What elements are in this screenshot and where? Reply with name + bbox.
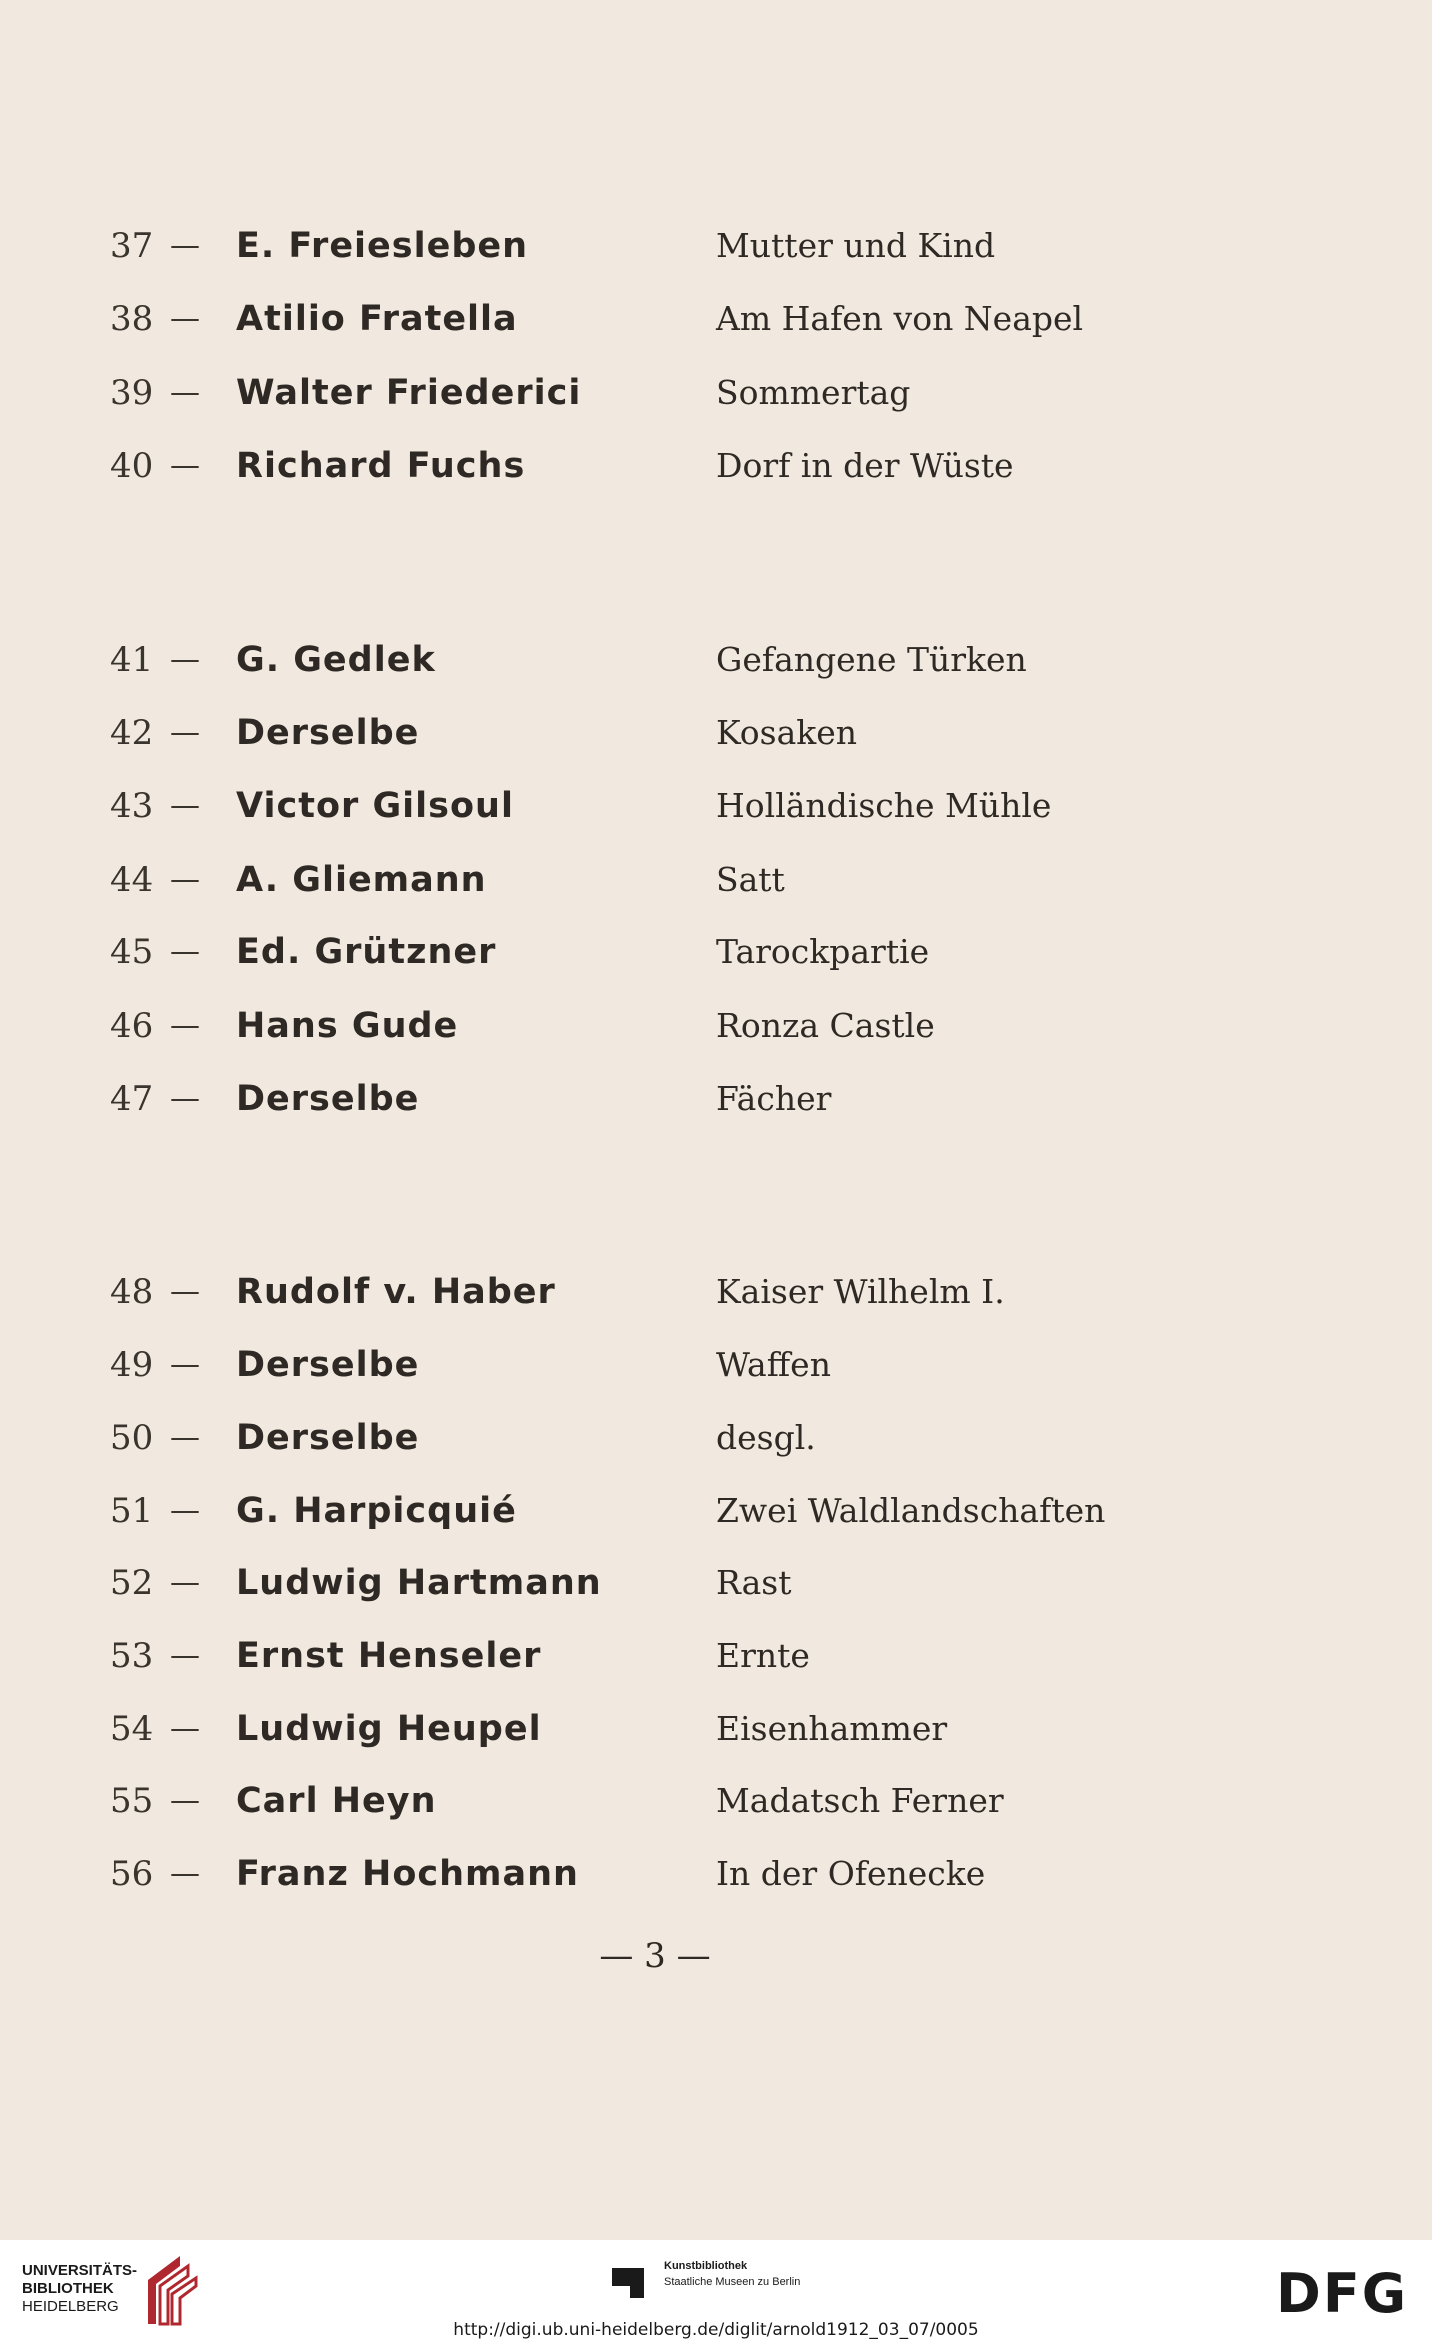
list-item: [0, 289, 1432, 349]
entry-title: desgl.: [716, 1418, 816, 1457]
list-item: [0, 1626, 1432, 1686]
entry-number: 41: [110, 640, 154, 680]
entry-artist: Victor Gilsoul: [236, 786, 514, 826]
entry-number: 50: [110, 1418, 154, 1458]
entry-number: 54: [110, 1709, 154, 1749]
list-item: [0, 1844, 1432, 1904]
entry-dash: —: [170, 1783, 200, 1818]
entry-artist: Rudolf v. Haber: [236, 1272, 556, 1312]
entry-artist: Atilio Fratella: [236, 299, 518, 339]
entry-title: Rast: [716, 1563, 792, 1602]
list-item: [0, 363, 1432, 423]
entry-number: 52: [110, 1563, 154, 1603]
list-item: [0, 1771, 1432, 1831]
entry-artist: E. Freiesleben: [236, 226, 529, 266]
entry-number: 42: [110, 713, 154, 753]
list-item: [0, 1335, 1432, 1395]
entry-dash: —: [170, 1347, 200, 1382]
footer-bar: [0, 2240, 1432, 2345]
list-item: [0, 1699, 1432, 1759]
entry-dash: —: [170, 1856, 200, 1891]
entry-title: Tarockpartie: [716, 932, 930, 971]
entry-artist: Hans Gude: [236, 1006, 459, 1046]
entry-artist: Derselbe: [236, 713, 420, 753]
list-item: [0, 922, 1432, 982]
entry-artist: G. Gedlek: [236, 640, 436, 680]
university-emblem-icon: [140, 2250, 200, 2330]
dfg-logo[interactable]: DFG: [1276, 2262, 1409, 2325]
entry-artist: Walter Friederici: [236, 373, 582, 413]
source-url-link[interactable]: http://digi.ub.uni-heidelberg.de/diglit/arnold1912_03_07/0005: [453, 2320, 979, 2340]
list-item: [0, 776, 1432, 836]
entry-dash: —: [170, 715, 200, 750]
entry-title: Waffen: [716, 1345, 831, 1384]
kb-logo-line2: Staatliche Museen zu Berlin: [664, 2276, 801, 2288]
entry-dash: —: [170, 1493, 200, 1528]
entry-dash: —: [170, 375, 200, 410]
entry-number: 45: [110, 932, 154, 972]
entry-number: 46: [110, 1006, 154, 1046]
entry-number: 53: [110, 1636, 154, 1676]
entry-title: Ernte: [716, 1636, 810, 1675]
entry-dash: —: [170, 1274, 200, 1309]
entry-dash: —: [170, 1420, 200, 1455]
list-item: [0, 1069, 1432, 1129]
entry-artist: G. Harpicquié: [236, 1491, 517, 1531]
uni-logo-line2: BIBLIOTHEK: [22, 2280, 114, 2297]
entry-dash: —: [170, 1565, 200, 1600]
list-item: [0, 1408, 1432, 1468]
list-item: [0, 703, 1432, 763]
entry-number: 49: [110, 1345, 154, 1385]
entry-dash: —: [170, 228, 200, 263]
entry-dash: —: [170, 642, 200, 677]
entry-dash: —: [170, 448, 200, 483]
list-item: [0, 996, 1432, 1056]
entry-number: 56: [110, 1854, 154, 1894]
entry-title: Gefangene Türken: [716, 640, 1027, 679]
entry-title: Am Hafen von Neapel: [716, 299, 1084, 338]
entry-dash: —: [170, 1638, 200, 1673]
entry-title: Fächer: [716, 1079, 832, 1118]
entry-title: Ronza Castle: [716, 1006, 935, 1045]
entry-artist: Derselbe: [236, 1345, 420, 1385]
list-item: [0, 850, 1432, 910]
list-item: [0, 1481, 1432, 1541]
entry-title: Satt: [716, 860, 785, 899]
entry-number: 44: [110, 860, 154, 900]
list-item: [0, 630, 1432, 690]
entry-dash: —: [170, 862, 200, 897]
entry-number: 38: [110, 299, 154, 339]
entry-dash: —: [170, 1081, 200, 1116]
entry-artist: Carl Heyn: [236, 1781, 437, 1821]
entry-title: Mutter und Kind: [716, 226, 996, 265]
entry-number: 40: [110, 446, 154, 486]
list-item: [0, 436, 1432, 496]
entry-number: 39: [110, 373, 154, 413]
entry-title: Dorf in der Wüste: [716, 446, 1014, 485]
entry-title: In der Ofenecke: [716, 1854, 986, 1893]
uni-logo-line1: UNIVERSITÄTS-: [22, 2262, 138, 2279]
entry-dash: —: [170, 1008, 200, 1043]
entry-dash: —: [170, 788, 200, 823]
page-number: — 3 —: [599, 1936, 711, 1976]
entry-title: Kaiser Wilhelm I.: [716, 1272, 1005, 1311]
entry-dash: —: [170, 301, 200, 336]
entry-title: Holländische Mühle: [716, 786, 1052, 825]
entry-dash: —: [170, 1711, 200, 1746]
entry-title: Eisenhammer: [716, 1709, 948, 1748]
entry-title: Kosaken: [716, 713, 858, 752]
list-item: [0, 1553, 1432, 1613]
entry-number: 51: [110, 1491, 154, 1531]
entry-dash: —: [170, 934, 200, 969]
entry-artist: Ernst Henseler: [236, 1636, 542, 1676]
list-item: [0, 216, 1432, 276]
entry-number: 48: [110, 1272, 154, 1312]
entry-artist: Ed. Grützner: [236, 932, 497, 972]
entry-artist: Derselbe: [236, 1079, 420, 1119]
kunstbibliothek-emblem-icon: [612, 2260, 654, 2302]
entry-number: 37: [110, 226, 154, 266]
entry-artist: Richard Fuchs: [236, 446, 526, 486]
entry-number: 55: [110, 1781, 154, 1821]
entry-artist: A. Gliemann: [236, 860, 487, 900]
entry-title: Sommertag: [716, 373, 911, 412]
entry-artist: Ludwig Heupel: [236, 1709, 542, 1749]
entry-artist: Derselbe: [236, 1418, 420, 1458]
entry-artist: Ludwig Hartmann: [236, 1563, 602, 1603]
university-library-logo[interactable]: [22, 2262, 137, 2316]
entry-artist: Franz Hochmann: [236, 1854, 579, 1894]
list-item: [0, 1262, 1432, 1322]
entry-number: 47: [110, 1079, 154, 1119]
entry-title: Zwei Waldlandschaften: [716, 1491, 1106, 1530]
uni-logo-line3: HEIDELBERG: [22, 2298, 119, 2315]
entry-number: 43: [110, 786, 154, 826]
kb-logo-line1: Kunstbibliothek: [664, 2260, 748, 2272]
entry-title: Madatsch Ferner: [716, 1781, 1004, 1820]
